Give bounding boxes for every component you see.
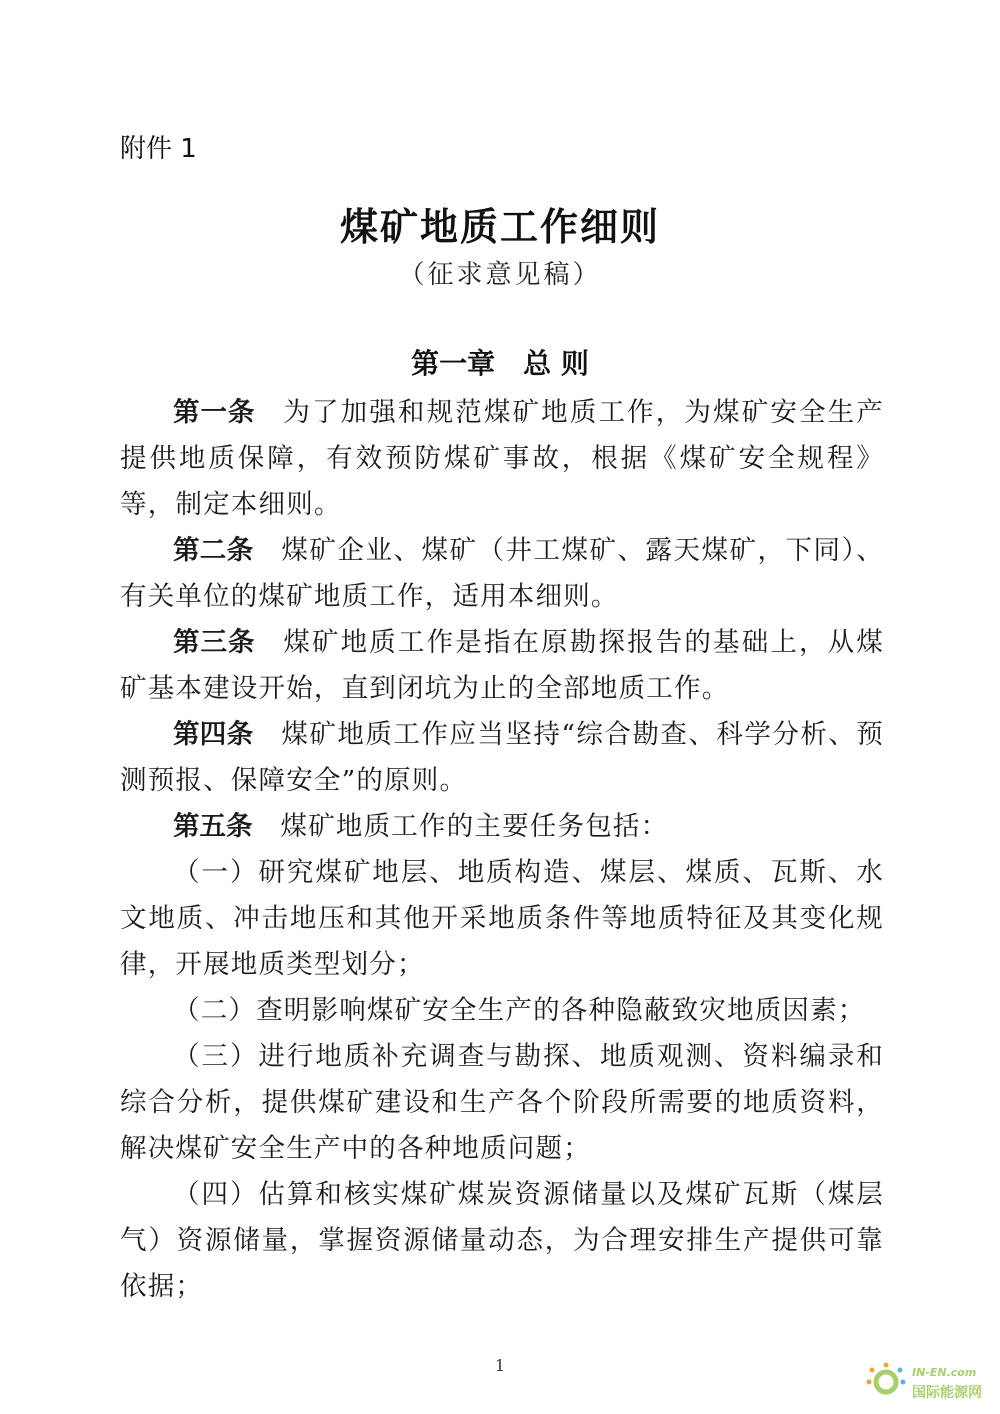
- article-text: 煤矿地质工作应当坚持“综合勘查、科学分析、预测预报、保障安全”的原则。: [120, 719, 885, 796]
- sun-logo-icon: [866, 1362, 906, 1402]
- task-item-3: [120, 1034, 884, 1172]
- page-number: 1: [494, 1356, 506, 1375]
- article-3-paragraph: [120, 620, 884, 712]
- task-text: （二）查明影响煤矿安全生产的各种隐蔽致灾地质因素；: [173, 995, 866, 1026]
- watermark-brand: 国际能源网: [912, 1385, 982, 1401]
- task-item-4: [120, 1172, 884, 1310]
- task-text: （三）进行地质补充调查与勘探、地质观测、资料编录和综合分析，提供煤矿建设和生产各个阶段所需要的地质资料，解决煤矿安全生产中的各种地质问题；: [120, 1041, 884, 1164]
- article-1-paragraph: [120, 390, 884, 528]
- document-subtitle: （征求意见稿）: [398, 260, 602, 290]
- article-number: 第五条: [173, 811, 253, 842]
- task-text: （一）研究煤矿地层、地质构造、煤层、煤质、瓦斯、水文地质、冲击地压和其他开采地质条件等地质特征及其变化规律，开展地质类型划分；: [120, 857, 884, 980]
- article-number: 第四条: [173, 719, 254, 750]
- article-5-paragraph: [120, 804, 884, 850]
- task-text: （四）估算和核实煤矿煤炭资源储量以及煤矿瓦斯（煤层气）资源储量，掌握资源储量动态，为合理安排生产提供可靠依据；: [120, 1179, 884, 1302]
- article-text: 煤矿地质工作是指在原勘探报告的基础上，从煤矿基本建设开始，直到闭坑为止的全部地质工作。: [120, 627, 884, 704]
- article-text: 为了加强和规范煤矿地质工作，为煤矿安全生产提供地质保障，有效预防煤矿事故，根据《煤矿安全规程》等，制定本细则。: [120, 397, 884, 520]
- article-text: 煤矿地质工作的主要任务包括：: [280, 811, 669, 842]
- article-4-paragraph: [120, 712, 884, 804]
- watermark-logo: [866, 1360, 996, 1410]
- watermark-domain: IN-EN.com: [912, 1366, 977, 1379]
- task-item-1: [120, 850, 884, 988]
- article-number: 第一条: [173, 397, 256, 428]
- attachment-label: 附件 1: [120, 134, 197, 164]
- document-body: [120, 390, 884, 1310]
- article-text: 煤矿企业、煤矿（井工煤矿、露天煤矿，下同）、有关单位的煤矿地质工作，适用本细则。: [120, 535, 884, 612]
- article-number: 第三条: [173, 627, 256, 658]
- document-title: 煤矿地质工作细则: [339, 205, 660, 249]
- article-number: 第二条: [173, 535, 254, 566]
- task-item-2: [120, 988, 884, 1034]
- article-2-paragraph: [120, 528, 884, 620]
- chapter-heading: 第一章 总 则: [411, 347, 589, 380]
